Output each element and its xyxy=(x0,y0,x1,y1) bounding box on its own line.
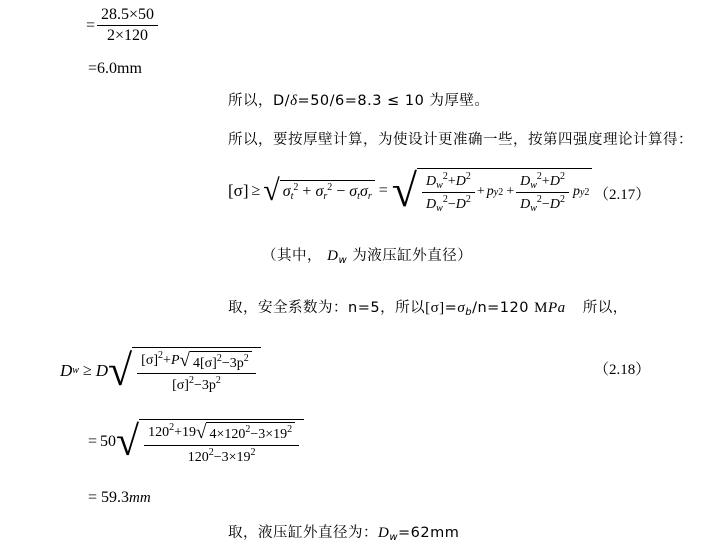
sup-2-sigma-den: 2 xyxy=(188,375,194,386)
plus-n2: + xyxy=(541,173,550,189)
sup-2b-d2: 2 xyxy=(559,193,565,205)
sup-2-4sigma: 2 xyxy=(216,352,222,364)
plus-sign: + xyxy=(302,182,312,200)
inner-radical-2-18 xyxy=(180,350,252,372)
Dw-lhs: D xyxy=(60,360,73,380)
value-59-3: 59.3 xyxy=(101,489,130,506)
sup-2-n2: 2 xyxy=(536,170,542,182)
sigma-b: σ xyxy=(457,300,466,316)
Dw: D xyxy=(426,173,437,189)
minus-den-numeric: − xyxy=(213,449,222,465)
equals-sign-2-17: = xyxy=(378,181,388,199)
minus-sign: − xyxy=(336,182,346,200)
p-y-2: p xyxy=(572,184,580,199)
equals-result: = xyxy=(88,489,98,506)
paragraph-final-outer-diameter xyxy=(228,521,459,543)
sup-2b-n2: 2 xyxy=(559,170,565,182)
Dw-subscript: w xyxy=(338,255,348,266)
text-n-120: /n=120 xyxy=(472,300,529,316)
Dw-final-subscript: w xyxy=(389,532,399,543)
paragraph-fourth-strength-theory: 所以，要按厚壁计算，为使设计更准确一些，按第四强度理论计算得： xyxy=(228,132,693,148)
sup-2: 2 xyxy=(442,170,448,182)
minus-d2: − xyxy=(541,196,550,212)
minus-inner-numeric: − xyxy=(250,427,259,442)
minus-den-2-18: − xyxy=(193,378,202,393)
p-y: p xyxy=(486,184,494,199)
inner-radical-content xyxy=(190,351,252,372)
equation-numeric-substitution xyxy=(88,418,304,466)
equation-fraction-line xyxy=(86,6,160,45)
note-suffix: 为液压缸外直径） xyxy=(352,248,473,264)
radical-content-large xyxy=(417,168,592,214)
sup-2-120: 2 xyxy=(169,421,175,433)
D-n2: D xyxy=(549,173,560,189)
fraction-denominator-1 xyxy=(422,193,475,214)
radical-content xyxy=(280,180,375,202)
sup-2-sigma: 2 xyxy=(158,350,164,362)
sigma-t: σ xyxy=(282,182,291,200)
sup-2-den: 2 xyxy=(442,193,448,205)
radical-diameter-expression xyxy=(392,164,593,217)
Dw-lhs-subscript: w xyxy=(72,365,79,376)
sup-2-3p: 2 xyxy=(243,352,249,364)
D-den: D xyxy=(455,196,466,212)
nineteen: 19 xyxy=(182,424,196,440)
fraction-28-5x50-over-2x120 xyxy=(97,6,158,45)
radical-2-18 xyxy=(108,345,261,396)
greater-equal-sign: ≥ xyxy=(251,181,261,199)
plus-numeric: + xyxy=(174,424,182,440)
text-safety-factor: 取，安全系数为：n=5，所以 xyxy=(228,300,426,316)
four-sigma: 4[σ] xyxy=(192,355,217,371)
one-twenty: 120 xyxy=(148,424,170,440)
Dw-den: D xyxy=(426,196,437,212)
sigma-r-2: σ xyxy=(359,182,368,200)
equation-2-18 xyxy=(60,345,261,396)
text-thick-wall: 为厚壁。 xyxy=(429,93,490,109)
value-62mm: =62mm xyxy=(398,525,460,541)
D-d2: D xyxy=(549,196,560,212)
three-times-19: 3×19 xyxy=(258,427,288,442)
plus-2-18: + xyxy=(163,353,171,369)
sup-2-py2: 2 xyxy=(584,186,590,198)
radical-stress-combination xyxy=(263,174,374,208)
sigma-b-subscript: b xyxy=(465,307,473,318)
greater-equal-2-18: ≥ xyxy=(82,361,92,379)
one-twenty-den: 120 xyxy=(187,449,209,465)
three-p: 3p xyxy=(229,355,244,371)
fraction-numerator-1 xyxy=(422,171,475,193)
sub-y: y xyxy=(493,186,499,198)
radical-content-2-18 xyxy=(132,347,261,394)
paragraph-thick-wall-check xyxy=(228,89,489,110)
inner-radical-sign: √ xyxy=(179,350,190,371)
equals: = xyxy=(444,300,458,316)
sup-2b: 2 xyxy=(465,170,471,182)
plus-sign-3: + xyxy=(506,184,515,199)
Dw-2: D xyxy=(520,173,531,189)
text-take-outer-diameter: 取，液压缸外直径为： xyxy=(228,525,378,541)
subscript-t2: t xyxy=(357,190,360,202)
sigma-sq: [σ] xyxy=(141,353,159,369)
Dw-symbol: D xyxy=(327,248,339,264)
sub-w-den: w xyxy=(436,202,443,214)
fraction-numerator-numeric xyxy=(144,422,299,446)
text-therefore: 所以， xyxy=(582,300,628,316)
fraction-denominator-2-18 xyxy=(137,374,256,394)
note-dw-definition xyxy=(262,244,472,266)
result-59-3mm xyxy=(88,489,151,507)
sup-2-120-den: 2 xyxy=(208,446,214,458)
text-ten: 10 xyxy=(404,93,425,109)
subscript-r: r xyxy=(323,190,328,202)
sup-2-3p-den: 2 xyxy=(215,375,221,386)
fraction-denominator: 2×120 xyxy=(107,27,149,44)
unit-Pa: Pa xyxy=(547,300,566,316)
superscript-2: 2 xyxy=(293,181,299,193)
three-p-den: 3p xyxy=(201,378,216,393)
sub-w-2: w xyxy=(530,179,537,191)
inner-radical-numeric xyxy=(196,422,295,444)
radical-sign-2-18: √ xyxy=(108,346,133,395)
fraction-denominator-numeric xyxy=(144,446,299,466)
equals-numeric: = xyxy=(88,433,98,450)
note-prefix: （其中， xyxy=(262,248,322,264)
equation-2-17 xyxy=(228,164,592,217)
fraction-denominator-2 xyxy=(516,193,569,214)
inner-radical-sign-numeric: √ xyxy=(196,421,207,443)
four-times-120: 4×120 xyxy=(209,427,246,442)
fraction-dw2-plus-d2-over-dw2-minus-d2-second xyxy=(516,171,569,214)
paragraph-safety-factor xyxy=(228,296,628,318)
radical-sign-large: √ xyxy=(391,165,418,216)
radical-sign-numeric: √ xyxy=(116,419,140,465)
fraction-numeric xyxy=(144,422,299,466)
sup-2-4x120: 2 xyxy=(245,424,251,435)
fraction-2-18 xyxy=(137,350,256,394)
sup-2-d2: 2 xyxy=(536,193,542,205)
sub-w: w xyxy=(436,179,443,191)
equals-sign: = xyxy=(86,16,96,34)
plus-sign-2: + xyxy=(476,184,485,199)
sigma-r: σ xyxy=(315,182,324,200)
three-times-19-den: 3×19 xyxy=(221,449,251,465)
plus: + xyxy=(447,173,456,189)
sup-2-3x19: 2 xyxy=(287,424,293,435)
fraction-numerator-2 xyxy=(516,171,569,193)
fraction-numerator: 28.5×50 xyxy=(97,6,158,26)
inner-radical-content-numeric xyxy=(206,422,295,443)
delta-symbol: δ xyxy=(290,93,298,109)
minus-inner: − xyxy=(221,355,230,371)
text-suoyi-d-delta: 所以，D/ xyxy=(228,93,291,109)
less-equal-symbol: ≤ xyxy=(387,93,400,109)
fraction-numerator-2-18 xyxy=(137,350,256,374)
fifty: 50 xyxy=(100,433,117,450)
sigma-bracket-lhs: [σ] xyxy=(228,180,249,200)
sigma-allow: [σ] xyxy=(425,300,445,316)
text-ratio-value: =50/6=8.3 xyxy=(297,93,382,109)
sub-w-d2: w xyxy=(530,202,537,214)
unit-M: M xyxy=(534,300,548,316)
unit-mm: mm xyxy=(129,490,151,506)
radical-numeric xyxy=(116,418,304,466)
subscript-r2: r xyxy=(367,190,372,202)
sup-2-py: 2 xyxy=(498,186,504,198)
Dw-final: D xyxy=(378,525,390,541)
P-symbol: P xyxy=(170,353,180,369)
equation-number-2-17: （2.17） xyxy=(594,187,651,203)
Dw-d2: D xyxy=(520,196,531,212)
D: D xyxy=(455,173,466,189)
sigma-t-2: σ xyxy=(349,182,358,200)
sub-y-2: y xyxy=(579,186,585,198)
sup-2b-den: 2 xyxy=(465,193,471,205)
fraction-dw2-plus-d2-over-dw2-minus-d2 xyxy=(422,171,475,214)
sigma-sq-den: [σ] xyxy=(172,378,189,393)
minus-den: − xyxy=(447,196,456,212)
sup-2-3x19-den: 2 xyxy=(250,446,256,458)
radical-sign: √ xyxy=(263,173,280,207)
equation-number-2-18: （2.18） xyxy=(594,362,651,378)
result-6mm: =6.0mm xyxy=(88,60,142,77)
subscript-t: t xyxy=(290,190,294,202)
radical-content-numeric xyxy=(139,419,304,466)
D-factor: D xyxy=(95,360,109,380)
superscript-2b: 2 xyxy=(327,181,333,193)
